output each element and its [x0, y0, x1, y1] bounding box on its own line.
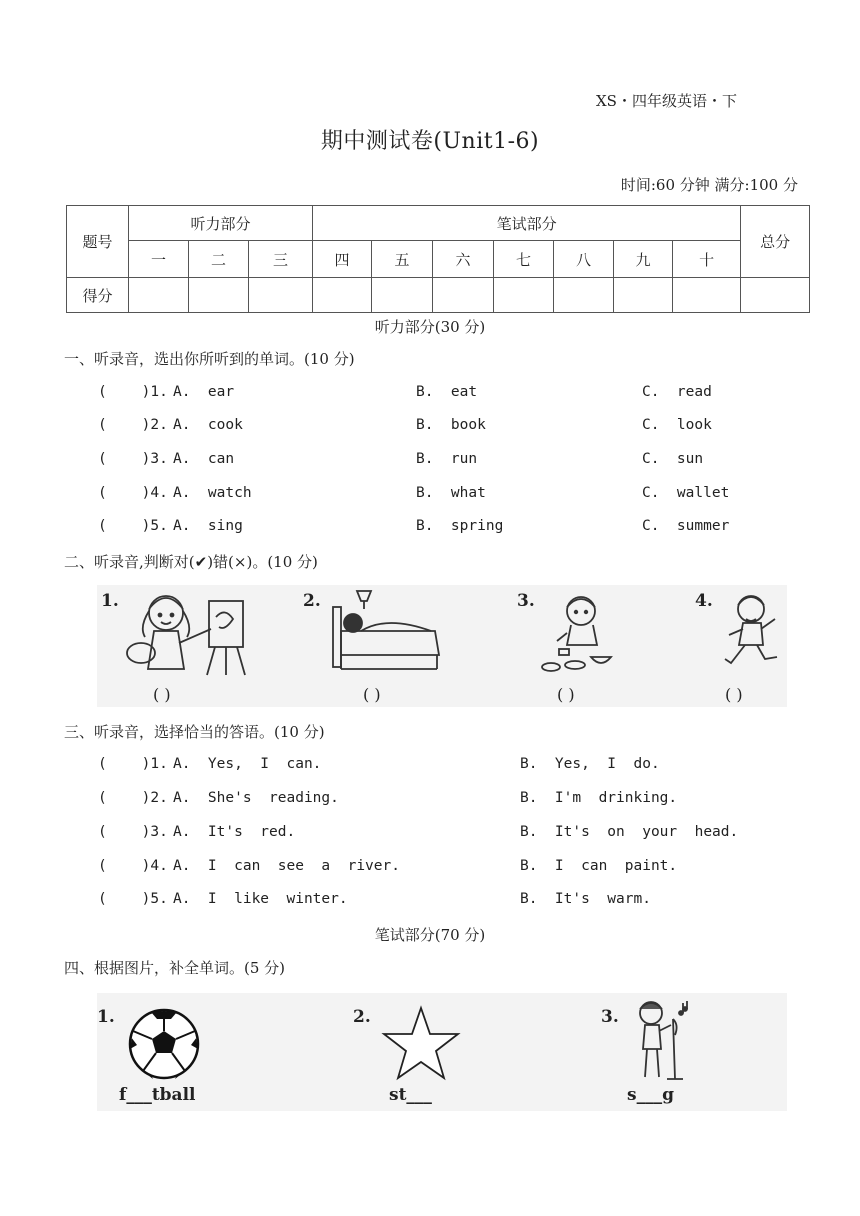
- item-number[interactable]: ( )3.: [98, 824, 168, 840]
- score-input-cell[interactable]: [129, 278, 189, 313]
- item-number[interactable]: ( )5.: [98, 518, 168, 534]
- num-cell: 一: [129, 241, 189, 278]
- listening-header: 听力部分(30 分): [374, 318, 486, 336]
- score-input-cell[interactable]: [433, 278, 494, 313]
- score-input-cell[interactable]: [372, 278, 433, 313]
- child-in-bed-icon: [327, 585, 447, 680]
- section2-title: 二、听录音,判断对(✔)错(×)。(10 分): [64, 553, 318, 571]
- option-c: C. read: [642, 384, 712, 400]
- option-c: C. sun: [642, 451, 704, 467]
- writing-header: 笔试部分(70 分): [374, 926, 486, 944]
- option-b: B. It's on your head.: [520, 824, 739, 840]
- item-number[interactable]: ( )1.: [98, 384, 168, 400]
- num-cell: 九: [614, 241, 673, 278]
- option-b: B. Yes, I do.: [520, 756, 660, 772]
- total-cell: 总分: [741, 206, 810, 278]
- score-input-cell[interactable]: [249, 278, 313, 313]
- option-b: B. eat: [416, 384, 478, 400]
- num-cell: 七: [494, 241, 554, 278]
- football-icon: [127, 1007, 201, 1081]
- option-a: A. Yes, I can.: [173, 756, 322, 772]
- option-b: B. what: [416, 485, 486, 501]
- boy-singing-icon: [627, 995, 699, 1083]
- word-blank[interactable]: st___: [389, 1085, 432, 1105]
- child-cooking-icon: [541, 589, 621, 677]
- word-blank[interactable]: f___tball: [119, 1085, 196, 1105]
- item-number[interactable]: ( )4.: [98, 485, 168, 501]
- page-title: 期中测试卷(Unit1-6): [320, 129, 540, 154]
- tihao-cell: 题号: [67, 206, 129, 278]
- star-icon: [381, 1005, 461, 1081]
- num-cell: 十: [673, 241, 741, 278]
- picture-number: 1.: [101, 591, 119, 611]
- option-b: B. run: [416, 451, 478, 467]
- picture-number: 3.: [601, 1007, 619, 1027]
- option-a: A. I can see a river.: [173, 858, 400, 874]
- section4-title: 四、根据图片，补全单词。(5 分): [64, 959, 286, 977]
- score-input-cell[interactable]: [313, 278, 372, 313]
- num-cell: 四: [313, 241, 372, 278]
- option-b: B. It's warm.: [520, 891, 651, 907]
- picture-number: 2.: [353, 1007, 371, 1027]
- num-cell: 八: [554, 241, 614, 278]
- answer-parens[interactable]: ( ): [557, 685, 575, 704]
- option-a: A. can: [173, 451, 235, 467]
- num-cell: 三: [249, 241, 313, 278]
- girl-painting-icon: [121, 587, 251, 677]
- score-label-cell: 得分: [67, 278, 129, 313]
- section4-pictures: [97, 993, 787, 1111]
- option-a: A. watch: [173, 485, 252, 501]
- boy-running-icon: [721, 589, 785, 679]
- score-table: [66, 205, 810, 313]
- option-c: C. look: [642, 417, 712, 433]
- option-b: B. I can paint.: [520, 858, 678, 874]
- section1-title: 一、听录音，选出你所听到的单词。(10 分): [64, 350, 355, 368]
- picture-number: 2.: [303, 591, 321, 611]
- item-number[interactable]: ( )2.: [98, 790, 168, 806]
- score-input-cell[interactable]: [189, 278, 249, 313]
- num-cell: 五: [372, 241, 433, 278]
- score-input-cell[interactable]: [673, 278, 741, 313]
- option-b: B. book: [416, 417, 486, 433]
- score-input-cell[interactable]: [741, 278, 810, 313]
- option-a: A. It's red.: [173, 824, 296, 840]
- section2-pictures: [97, 585, 787, 707]
- num-cell: 二: [189, 241, 249, 278]
- picture-number: 1.: [97, 1007, 115, 1027]
- time-info: 时间:60 分钟 满分:100 分: [620, 176, 798, 194]
- series-label: XS・四年级英语・下: [596, 92, 737, 110]
- writing-part-cell: 笔试部分: [313, 206, 741, 241]
- section3-title: 三、听录音，选择恰当的答语。(10 分): [64, 723, 325, 741]
- option-b: B. I'm drinking.: [520, 790, 678, 806]
- item-number[interactable]: ( )5.: [98, 891, 168, 907]
- option-a: A. ear: [173, 384, 235, 400]
- num-cell: 六: [433, 241, 494, 278]
- item-number[interactable]: ( )2.: [98, 417, 168, 433]
- score-input-cell[interactable]: [554, 278, 614, 313]
- option-a: A. cook: [173, 417, 243, 433]
- option-a: A. sing: [173, 518, 243, 534]
- item-number[interactable]: ( )1.: [98, 756, 168, 772]
- option-a: A. She's reading.: [173, 790, 339, 806]
- option-c: C. wallet: [642, 485, 730, 501]
- item-number[interactable]: ( )4.: [98, 858, 168, 874]
- word-blank[interactable]: s___g: [627, 1085, 674, 1105]
- option-a: A. I like winter.: [173, 891, 348, 907]
- score-input-cell[interactable]: [494, 278, 554, 313]
- listening-part-cell: 听力部分: [129, 206, 313, 241]
- score-input-cell[interactable]: [614, 278, 673, 313]
- option-c: C. summer: [642, 518, 730, 534]
- picture-number: 3.: [517, 591, 535, 611]
- item-number[interactable]: ( )3.: [98, 451, 168, 467]
- picture-number: 4.: [695, 591, 713, 611]
- answer-parens[interactable]: ( ): [153, 685, 171, 704]
- answer-parens[interactable]: ( ): [363, 685, 381, 704]
- option-b: B. spring: [416, 518, 504, 534]
- answer-parens[interactable]: ( ): [725, 685, 743, 704]
